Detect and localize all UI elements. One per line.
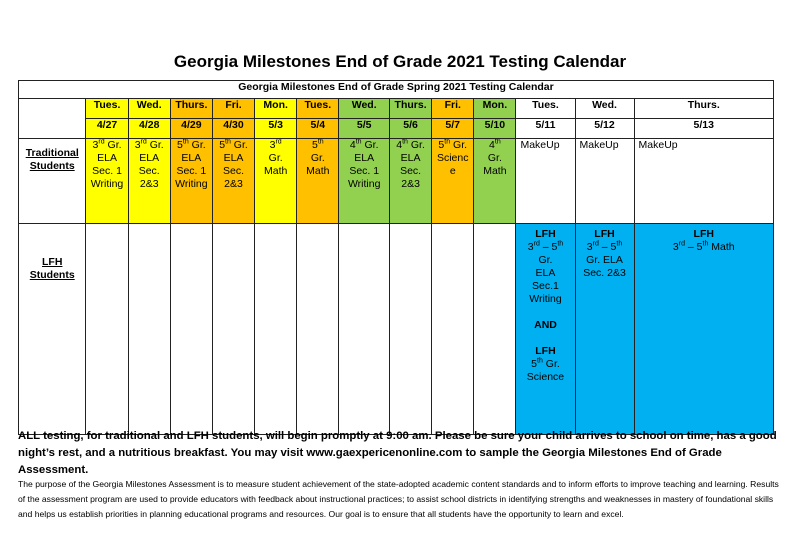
date-header-cell: 4/27 (86, 119, 128, 139)
cell-line (516, 306, 574, 319)
date-header-cell: 5/5 (339, 119, 390, 139)
cell-line: Sec.1 (532, 280, 559, 292)
cell-line: Sec. 1 (92, 165, 122, 177)
day-header-cell: Mon. (474, 99, 516, 119)
page-title: Georgia Milestones End of Grade 2021 Testing Calendar (173, 52, 627, 71)
traditional-test-cell (170, 139, 212, 224)
cell-line: Gr. (268, 152, 283, 164)
lfh-test-cell (575, 224, 634, 435)
cell-line: 4th Gr. (396, 138, 425, 151)
purpose-note: The purpose of the Georgia Milestones Assessment is to measure student achievement of the state-adopted academic content standards and to inform efforts to improve teaching and learning. Results of the assessment program are used to provide educators with feedback about instructional practices; to assist school districts in identifying strengths and weaknesses in mastery of foundational skills and helps us establish priorities in planning educational programs and resources. Our goal is to ensure that all students have the opportunity to learn and excel. (18, 479, 779, 519)
cell-line: Math (264, 165, 288, 177)
lfh-empty-cell (339, 224, 390, 435)
cell-line: 3rd Gr. (134, 138, 164, 151)
day-header-cell: Fri. (432, 99, 474, 119)
cell-line: Gr. (487, 152, 502, 164)
row-label-lfh: LFH Students (19, 224, 86, 435)
cell-line: 5th Gr. (531, 357, 560, 370)
cell-line: 5th Gr. (438, 138, 468, 151)
traditional-test-cell (86, 139, 128, 224)
cell-line: 5th (311, 138, 324, 151)
cell-line: Writing (90, 178, 124, 190)
day-header-cell: Tues. (516, 99, 575, 119)
cell-line: 5th Gr. (177, 138, 206, 151)
date-header-cell: 4/29 (170, 119, 212, 139)
cell-line: ELA (181, 152, 202, 164)
lfh-empty-cell (255, 224, 297, 435)
day-header-cell: Thurs. (170, 99, 212, 119)
cell-line: Sec. (223, 165, 245, 177)
traditional-test-cell (255, 139, 297, 224)
row-label-traditional: Traditional Students (19, 139, 86, 224)
cell-line: LFH (693, 228, 714, 240)
day-header-cell: Tues. (297, 99, 339, 119)
cell-line: ELA (223, 152, 244, 164)
cell-line: 3rd – 5th Math (672, 240, 735, 253)
lfh-empty-cell (212, 224, 254, 435)
lfh-empty-cell (128, 224, 170, 435)
day-header-cell: Mon. (255, 99, 297, 119)
cell-line: Science (526, 371, 565, 383)
cell-line: Gr. (538, 254, 553, 266)
cell-line: 3rd – 5th (586, 240, 623, 253)
cell-line: LFH (535, 228, 556, 240)
cell-line: ELA (139, 152, 160, 164)
cell-line: 3rd – 5th (527, 240, 564, 253)
cell-line: MakeUp (520, 139, 560, 151)
lfh-test-cell (634, 224, 773, 435)
cell-line: 2&3 (401, 178, 420, 190)
cell-line: 3rd Gr. (92, 138, 122, 151)
traditional-test-cell (516, 139, 575, 224)
day-header-cell: Wed. (128, 99, 170, 119)
traditional-test-cell (339, 139, 390, 224)
cell-line: 5th Gr. (219, 138, 248, 151)
cell-line: Sec. (138, 165, 160, 177)
cell-line: 3rd (269, 138, 282, 151)
testing-time-note: ALL testing, for traditional and LFH students, will begin promptly at 9:00 am. Please be sure your child arrives to school on time, has a good night’s rest, and a nutritious breakfast. You may visit www.gaexpericenonline.com to sample the Georgia Milestones End of Grade Assessment. (18, 430, 777, 476)
traditional-test-cell (390, 139, 432, 224)
cell-line: Gr. ELA (586, 254, 623, 266)
day-header-cell: Tues. (86, 99, 128, 119)
date-header-cell: 4/28 (128, 119, 170, 139)
cell-line: 2&3 (224, 178, 243, 190)
cell-line: Sec. 1 (349, 165, 380, 177)
lfh-empty-cell (297, 224, 339, 435)
cell-line: Gr. (310, 152, 325, 164)
day-header-cell: Wed. (575, 99, 634, 119)
lfh-empty-cell (170, 224, 212, 435)
traditional-test-cell (474, 139, 516, 224)
cell-line: ELA (535, 267, 556, 279)
cell-line (516, 332, 574, 345)
lfh-empty-cell (390, 224, 432, 435)
date-header-cell: 5/13 (634, 119, 773, 139)
cell-line: ELA (400, 152, 421, 164)
cell-line: LFH (535, 345, 556, 357)
date-header-cell: 5/11 (516, 119, 575, 139)
cell-line: ELA (354, 152, 375, 164)
traditional-test-cell (432, 139, 474, 224)
cell-line: AND (534, 319, 557, 331)
lfh-empty-cell (474, 224, 516, 435)
cell-line: Scienc (436, 152, 469, 164)
lfh-empty-cell (432, 224, 474, 435)
day-header-cell: Thurs. (390, 99, 432, 119)
day-header-cell: Fri. (212, 99, 254, 119)
cell-line: Sec. (400, 165, 422, 177)
cell-line: 4th (489, 138, 501, 151)
date-header-cell: 5/3 (255, 119, 297, 139)
corner-cell (19, 99, 86, 139)
cell-line: Sec. 1 (176, 165, 207, 177)
cell-line: 2&3 (139, 178, 159, 190)
cell-line: e (449, 165, 456, 177)
cell-line: Writing (347, 178, 381, 190)
date-header-cell: 5/7 (432, 119, 474, 139)
traditional-test-cell (575, 139, 634, 224)
date-header-cell: 5/4 (297, 119, 339, 139)
traditional-test-cell (297, 139, 339, 224)
date-header-cell: 5/12 (575, 119, 634, 139)
traditional-test-cell (212, 139, 254, 224)
date-header-cell: 5/10 (474, 119, 516, 139)
day-header-cell: Thurs. (634, 99, 773, 119)
date-header-cell: 4/30 (212, 119, 254, 139)
cell-line: MakeUp (638, 139, 678, 151)
traditional-test-cell (634, 139, 773, 224)
table-caption: Georgia Milestones End of Grade Spring 2021 Testing Calendar (19, 81, 774, 99)
cell-line: ELA (97, 152, 117, 164)
cell-line: Sec. 2&3 (583, 267, 626, 279)
cell-line: Math (483, 165, 507, 177)
testing-calendar-table (18, 80, 774, 435)
day-header-cell: Wed. (339, 99, 390, 119)
cell-line: LFH (594, 228, 615, 240)
lfh-test-cell (516, 224, 575, 435)
cell-line: Writing (175, 178, 208, 190)
cell-line: Writing (529, 293, 562, 305)
cell-line: 4th Gr. (349, 138, 379, 151)
traditional-test-cell (128, 139, 170, 224)
cell-line: MakeUp (579, 139, 619, 151)
lfh-empty-cell (86, 224, 128, 435)
cell-line: Math (306, 165, 330, 177)
date-header-cell: 5/6 (390, 119, 432, 139)
